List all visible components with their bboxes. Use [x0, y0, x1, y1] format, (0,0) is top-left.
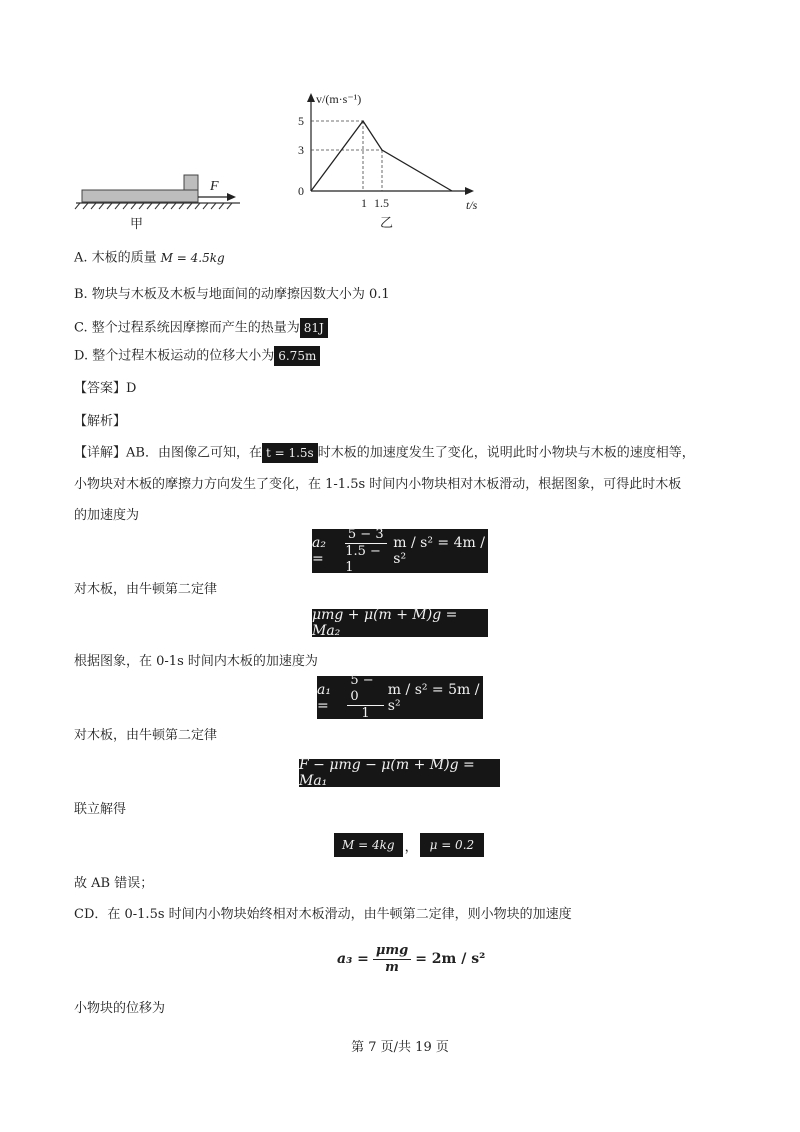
x-axis-label: t/s [466, 198, 478, 212]
eq3-fraction [347, 673, 383, 722]
text-newton-1: 对木板，由牛顿第二定律 [74, 582, 218, 597]
eq1-rhs: m / s² = 4m / s² [393, 535, 485, 567]
answer: 【答案】D [74, 381, 137, 396]
detail-line-1 [74, 443, 695, 464]
option-a [74, 248, 229, 269]
y-axis-arrowhead [307, 93, 315, 102]
option-c [74, 318, 328, 339]
figure-jia-caption: 甲 [130, 217, 144, 232]
option-a-value: M = 4.5kg [157, 248, 229, 268]
eq1-denominator: 1.5 − 1 [345, 543, 381, 575]
detail-line-1-a: 【详解】AB．由图像乙可知，在 [74, 445, 262, 461]
solution-mu: μ = 0.2 [420, 833, 485, 857]
option-b [74, 285, 390, 305]
text-displacement: 小物块的位移为 [74, 1001, 166, 1016]
option-c-value: 81J [300, 318, 328, 338]
option-d-value: 6.75m [274, 346, 320, 366]
force-arrowhead [227, 193, 236, 201]
text-cd: CD．在 0-1.5s 时间内小物块始终相对木板滑动，由牛顿第二定律，则小物块的加速度 [74, 907, 572, 922]
equation-newton-1: μmg + μ(m + M)g = Ma₂ [312, 609, 488, 637]
option-a-text: A. 木板的质量 [74, 250, 157, 266]
figure-yi-vt-graph [290, 88, 510, 238]
option-d-text: D. 整个过程木板运动的位移大小为 [74, 348, 275, 364]
figure-yi-caption: 乙 [380, 216, 394, 231]
x-axis-arrowhead [465, 187, 474, 195]
text-ab-wrong: 故 AB 错误； [74, 876, 154, 891]
eq6-rhs: = 2m / s² [415, 951, 486, 967]
eq1-numerator: 5 − 3 [345, 527, 387, 544]
eq6-fraction [373, 943, 411, 976]
text-solve: 联立解得 [74, 802, 127, 817]
detail-line-2: 小物块对木板的摩擦力方向发生了变化，在 1-1.5s 时间内小物块相对木板滑动，根据图象，可得此时木板 [74, 477, 682, 492]
force-label: F [210, 179, 219, 194]
solution-row [334, 833, 484, 857]
page-footer: 第 7 页/共 19 页 [351, 1040, 449, 1055]
solution-M: M = 4kg [334, 833, 403, 857]
text-graph: 根据图象，在 0-1s 时间内木板的加速度为 [74, 654, 318, 669]
eq6-numerator: μmg [373, 943, 411, 960]
eq6-denominator: m [385, 959, 399, 975]
eq3-numerator: 5 − 0 [347, 673, 383, 706]
figure-jia [70, 168, 250, 238]
detail-line-1-b: 时木板的加速度发生了变化，说明此时小物块与木板的速度相等， [317, 445, 695, 461]
analysis-heading: 【解析】 [74, 414, 127, 429]
eq3-denominator: 1 [361, 706, 370, 721]
eq3-rhs: m / s² = 5m / s² [387, 681, 480, 714]
eq6-lhs: a₃ = [337, 951, 369, 967]
option-c-text: C. 整个过程系统因摩擦而产生的热量为 [74, 320, 300, 336]
equation-a1 [317, 673, 483, 721]
detail-t-value: t = 1.5s [262, 443, 318, 463]
option-d [74, 346, 320, 367]
block [184, 175, 198, 190]
eq1-lhs: a₂ = [312, 535, 326, 567]
ground-hatch [75, 203, 232, 209]
y-tick-0: 0 [298, 184, 304, 198]
option-b-text: B. 物块与木板及木板与地面间的动摩擦因数大小为 0.1 [74, 287, 390, 302]
equation-a2 [312, 526, 488, 575]
equation-a3 [337, 936, 485, 982]
x-tick-1: 1 [361, 196, 367, 210]
x-tick-1-5: 1.5 [374, 196, 389, 210]
velocity-curve [311, 121, 452, 191]
y-tick-5: 5 [298, 114, 304, 128]
text-newton-2: 对木板，由牛顿第二定律 [74, 728, 218, 743]
equation-newton-2: F − μmg − μ(m + M)g = Ma₁ [299, 759, 500, 787]
y-axis-label: v/(m·s⁻¹) [316, 92, 362, 106]
solution-separator: ， [404, 839, 418, 855]
y-tick-3: 3 [298, 143, 304, 157]
board [82, 190, 198, 202]
eq3-lhs: a₁ = [317, 681, 331, 714]
guide-dashes [311, 121, 382, 191]
detail-line-3: 的加速度为 [74, 508, 140, 523]
eq1-fraction [342, 527, 389, 576]
